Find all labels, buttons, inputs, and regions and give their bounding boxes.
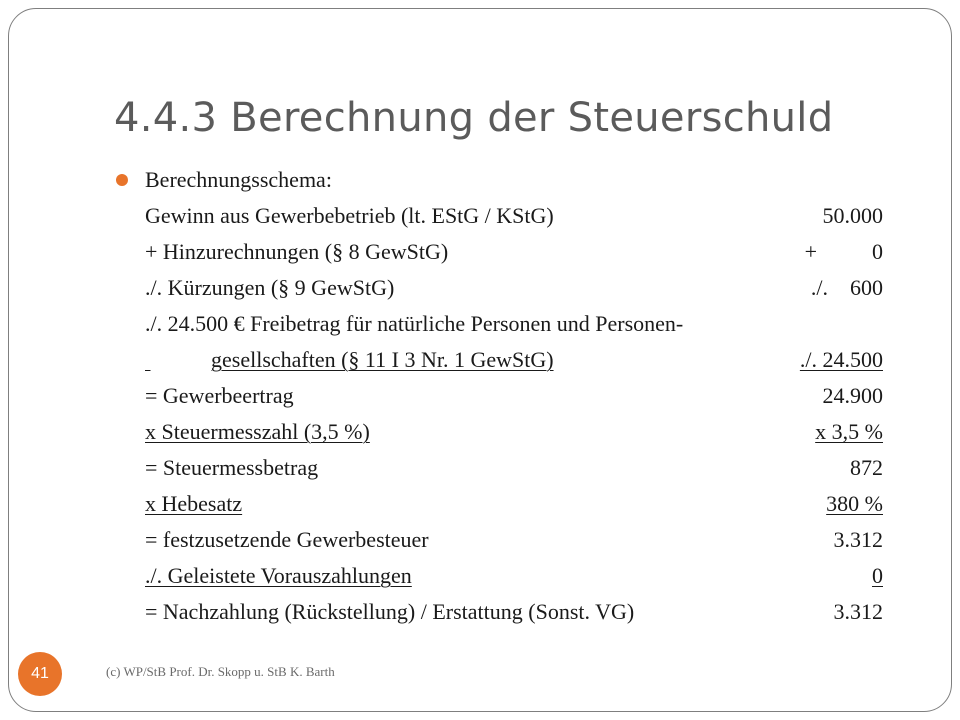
row-value-freibetrag: ./. 24.500 xyxy=(799,347,883,372)
footer-copyright: (c) WP/StB Prof. Dr. Skopp u. StB K. Barth xyxy=(106,664,335,679)
row-value-nachzahlung: 3.312 xyxy=(833,599,883,624)
bullet-heading: Berechnungsschema: xyxy=(145,167,332,192)
page-number-badge: 41 xyxy=(18,652,62,696)
row-label-gewerbesteuer: = festzusetzende Gewerbesteuer xyxy=(145,527,429,552)
row-label-hebesatz: x Hebesatz xyxy=(145,491,243,516)
row-label-freibetrag: ./. 24.500 € Freibetrag für natürliche Personen und Personen- xyxy=(145,311,684,336)
row-label-steuermesszahl: x Steuermesszahl (3,5 %) xyxy=(145,419,370,444)
slide-title: 4.4.3 Berechnung der Steuerschuld xyxy=(114,95,834,141)
row-value-gewinn: 50.000 xyxy=(822,203,883,228)
row-value-hinzurechnungen: + 0 xyxy=(804,239,883,264)
row-label-kuerzungen: ./. Kürzungen (§ 9 GewStG) xyxy=(145,275,395,300)
row-value-hebesatz: 380 % xyxy=(826,491,883,516)
row-label-hinzurechnungen: + Hinzurechnungen (§ 8 GewStG) xyxy=(145,239,449,264)
row-label-gewinn: Gewinn aus Gewerbebetrieb (lt. EStG / KStG) xyxy=(145,203,554,228)
row-label-vorauszahlungen: ./. Geleistete Vorauszahlungen xyxy=(145,563,412,588)
row-label-nachzahlung: = Nachzahlung (Rückstellung) / Erstattung (Sonst. VG) xyxy=(145,599,635,624)
bullet-icon xyxy=(116,174,128,186)
row-value-gewerbesteuer: 3.312 xyxy=(833,527,883,552)
row-label-gewerbeertrag: = Gewerbeertrag xyxy=(145,383,294,408)
row-label-gesellschaften xyxy=(145,349,554,371)
row-value-gewerbeertrag: 24.900 xyxy=(822,383,883,408)
row-value-vorauszahlungen: 0 xyxy=(872,563,883,588)
row-value-kuerzungen: ./. 600 xyxy=(810,275,883,300)
row-value-steuermessbetrag: 872 xyxy=(850,455,883,480)
row-label-steuermessbetrag: = Steuermessbetrag xyxy=(145,455,319,480)
slide-frame xyxy=(8,8,952,712)
row-value-steuermesszahl: x 3,5 % xyxy=(815,419,883,444)
row-label-gesellschaften-text: gesellschaften (§ 11 I 3 Nr. 1 GewStG) xyxy=(211,347,554,372)
